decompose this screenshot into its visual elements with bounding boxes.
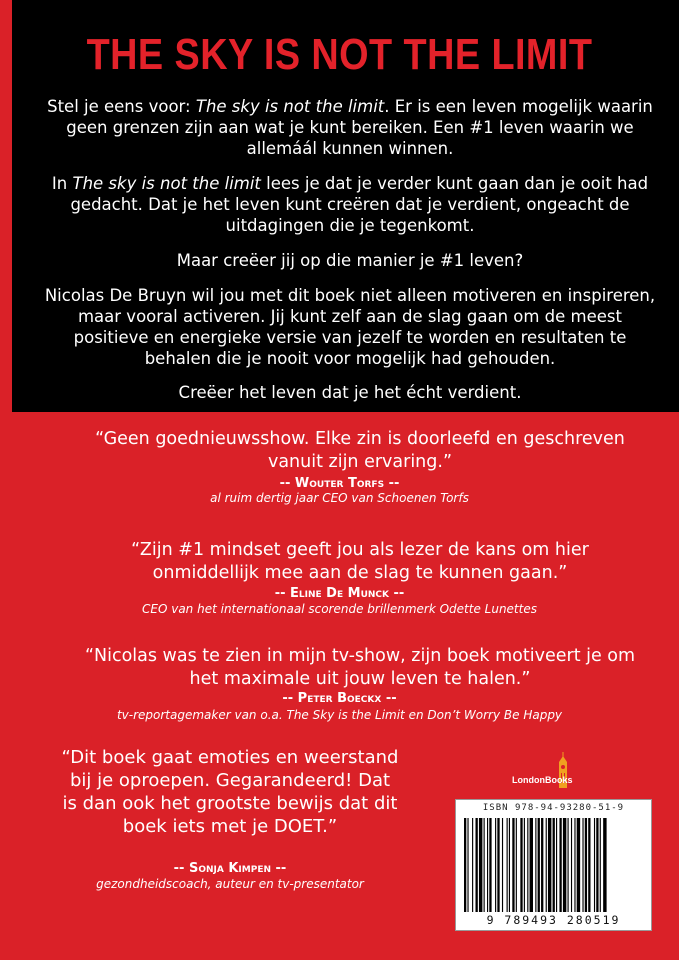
barcode-bar: [571, 818, 572, 912]
barcode-bar: [497, 818, 499, 912]
quote-3-role: tv-reportagemaker van o.a. The Sky is the Limit en Don’t Worry Be Happy: [116, 708, 563, 722]
barcode-bar: [588, 818, 590, 912]
barcode-bar: [512, 818, 514, 912]
intro-paragraph-5: Creëer het leven dat je het écht verdient.: [178, 383, 522, 402]
barcode-bar: [596, 818, 598, 912]
intro-paragraph-2: In The sky is not the limit lees je dat je verder kunt gaan dan je ooit had gedacht. Dat je het leven kunt creëren dat je verdient, ongeacht de uitdagingen die je tegenkomt.: [51, 174, 649, 235]
quote-1-text: “Geen goednieuwsshow. Elke zin is doorleefd en geschreven vanuit zijn ervaring.”: [95, 429, 625, 472]
barcode-bar: [559, 818, 561, 912]
quote-3-author: -- Peter Boeckx --: [282, 691, 397, 706]
barcode: [455, 799, 652, 931]
barcode-bar: [546, 818, 547, 912]
quote-1-author: -- Wouter Torfs --: [279, 476, 400, 491]
barcode-bar: [603, 818, 606, 912]
book-title: THE SKY IS NOT THE LIMIT: [86, 30, 593, 79]
barcode-bar: [535, 818, 536, 912]
barcode-bar: [582, 818, 583, 912]
barcode-bar: [594, 818, 595, 912]
barcode-bar: [524, 818, 525, 912]
barcode-bar: [553, 818, 555, 912]
quote-4-author: -- Sonja Kimpen --: [173, 861, 287, 876]
quote-2-role: CEO van het internationaal scorende brillenmerk Odette Lunettes: [142, 602, 537, 616]
barcode-bar: [530, 818, 533, 912]
quote-2-text: “Zijn #1 mindset geeft jou als lezer de kans om hier onmiddellijk mee aan de slag te kunnen gaan.”: [131, 540, 589, 583]
quote-1-role: al ruim dertig jaar CEO van Schoenen Torfs: [210, 491, 469, 505]
publisher-logo: LondonBooks: [512, 775, 573, 785]
barcode-digits: 9 789493 280519: [486, 913, 621, 927]
barcode-bar: [585, 818, 587, 912]
barcode-bar: [476, 818, 478, 912]
barcode-bar: [502, 818, 503, 912]
isbn-label: ISBN 978-94-93280-51-9: [482, 803, 625, 813]
barcode-bar: [472, 818, 473, 912]
barcode-bar: [548, 818, 551, 912]
barcode-bar: [479, 818, 482, 912]
barcode-bar: [527, 818, 528, 912]
barcode-bar: [487, 818, 488, 912]
barcode-bar: [556, 818, 557, 912]
barcode-bar: [563, 818, 566, 912]
barcode-bar: [464, 818, 466, 912]
intro-paragraph-1: Stel je eens voor: The sky is not the limit. Er is een leven mogelijk waarin geen grenzen zijn aan wat je kunt bereiken. Een #1 leven waarin we allemáál kunnen winnen.: [47, 97, 653, 158]
barcode-bar: [507, 818, 508, 912]
barcode-bar: [509, 818, 510, 912]
barcode-bar: [484, 818, 485, 912]
barcode-bar: [574, 818, 575, 912]
intro-paragraph-4: Nicolas De Bruyn wil jou met dit boek niet alleen motiveren en inspireren, maar vooral activeren. Jij kunt zelf aan de slag gaan om de meest positieve en energieke versie van jezelf te worden en resultaten te behalen die je nooit voor mogelijk had gehouden.: [44, 286, 656, 368]
barcode-bar: [520, 818, 522, 912]
barcode-bar: [495, 818, 496, 912]
barcode-bar: [568, 818, 569, 912]
barcode-bar: [538, 818, 540, 912]
barcode-bars: [464, 818, 643, 912]
barcode-bar: [489, 818, 491, 912]
quote-3-text: “Nicolas was te zien in mijn tv-show, zijn boek motiveert je om het maximale uit jouw leven te halen.”: [84, 646, 636, 689]
quote-4-role: gezondheidscoach, auteur en tv-presentator: [96, 877, 364, 891]
quote-2-author: -- Eline De Munck --: [274, 586, 405, 601]
barcode-bar: [577, 818, 580, 912]
barcode-bar: [467, 818, 468, 912]
barcode-bar: [600, 818, 601, 912]
intro-paragraph-3: Maar creëer jij op die manier je #1 leven?: [176, 251, 524, 270]
barcode-bar: [541, 818, 543, 912]
barcode-bar: [516, 818, 517, 912]
quote-4-text: “Dit boek gaat emoties en weerstand bij je oproepen. Gegarandeerd! Dat is dan ook het grootste bewijs dat dit boek iets met je DOET.”: [61, 747, 399, 837]
